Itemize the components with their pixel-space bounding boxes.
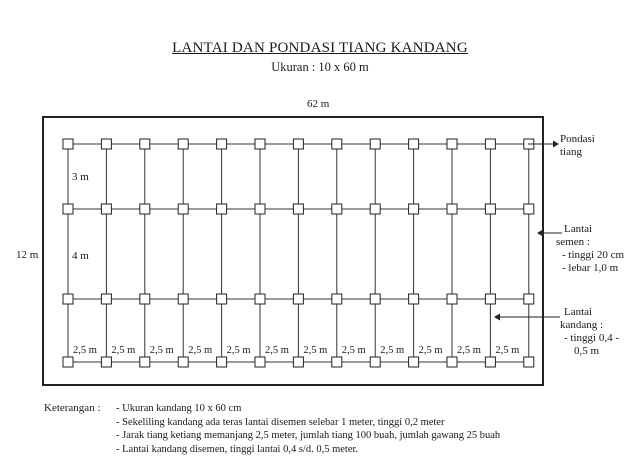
post-foundation-square [178,357,188,367]
notes-label: Keterangan : [44,402,101,414]
note-item: - Jarak tiang ketiang memanjang 2,5 meter, jumlah tiang 100 buah, jumlah gawang 25 buah [116,430,501,441]
overall-width-label: 12 m [16,249,39,261]
post-foundation-square [524,294,534,304]
bay-width-label: 2,5 m [418,345,443,356]
post-foundation-square [63,357,73,367]
row-spacing-mid-label: 4 m [72,250,89,262]
lantai-kandang-arrowhead [494,314,500,321]
post-foundation-square [293,357,303,367]
bay-width-label: 2,5 m [457,345,481,356]
post-foundation-square [332,294,342,304]
post-foundation-square [178,294,188,304]
lantai-kandang-callout-line: kandang : [560,319,604,331]
bay-width-label: 2,5 m [226,345,251,356]
post-foundation-square [485,204,495,214]
post-foundation-square [140,204,150,214]
post-foundation-square [332,357,342,367]
post-foundation-square [255,294,265,304]
post-foundation-square [140,357,150,367]
bay-width-label: 2,5 m [188,345,213,356]
diagram-subtitle: Ukuran : 10 x 60 m [271,60,369,74]
note-item: - Ukuran kandang 10 x 60 cm [116,403,242,414]
note-item: - Lantai kandang disemen, tinggi lantai 0,4 s/d. 0,5 meter. [116,443,359,455]
lantai-kandang-callout-line: 0,5 m [574,345,600,357]
post-foundation-square [217,294,227,304]
post-foundation-square [101,357,111,367]
post-foundation-square [485,294,495,304]
post-foundation-square [178,204,188,214]
post-foundation-square [524,357,534,367]
bay-width-label: 2,5 m [73,345,97,356]
post-foundation-square [293,204,303,214]
post-foundation-square [370,294,380,304]
post-foundation-square [409,294,419,304]
row-spacing-top-label: 3 m [72,171,89,183]
post-foundation-square [293,139,303,149]
overall-length-label: 62 m [307,98,330,110]
lantai-semen-callout-line: Lantai [564,223,593,235]
post-foundation-square [217,204,227,214]
post-foundation-square [255,204,265,214]
post-foundation-square [447,139,457,149]
post-foundation-square [524,204,534,214]
note-item: - Sekeliling kandang ada teras lantai disemen selebar 1 meter, tinggi 0,2 meter [116,416,445,428]
post-foundation-square [63,139,73,149]
post-foundation-square [370,139,380,149]
post-foundation-square [101,204,111,214]
post-foundation-square [485,139,495,149]
pondasi-arrowhead [553,141,559,148]
bay-width-label: 2,5 m [265,345,289,356]
post-foundation-square [447,294,457,304]
lantai-kandang-callout-line: Lantai [564,306,593,318]
post-foundation-square [217,357,227,367]
bay-width-label: 2,5 m [303,345,328,356]
post-foundation-square [409,357,419,367]
pondasi-callout-line: tiang [560,146,582,158]
bay-width-label: 2,5 m [380,345,405,356]
post-foundation-square [140,294,150,304]
post-foundation-square [332,204,342,214]
pondasi-callout-line: Pondasi [560,133,595,145]
post-foundation-square [447,204,457,214]
bay-width-label: 2,5 m [149,345,174,356]
post-foundation-square [370,357,380,367]
post-foundation-square [447,357,457,367]
post-foundation-square [140,139,150,149]
outer-terrace-border [43,117,543,385]
lantai-semen-callout-line: - tinggi 20 cm [562,249,625,261]
bay-width-label: 2,5 m [341,345,366,356]
diagram-title: LANTAI DAN PONDASI TIANG KANDANG [172,40,468,56]
post-foundation-square [409,139,419,149]
post-foundation-square [255,139,265,149]
post-foundation-square [370,204,380,214]
post-foundation-square [409,204,419,214]
post-foundation-square [101,139,111,149]
lantai-semen-callout-line: - lebar 1,0 m [562,262,619,274]
lantai-kandang-callout-line: - tinggi 0,4 - [564,332,619,344]
post-foundation-square [63,204,73,214]
post-foundation-square [485,357,495,367]
post-foundation-square [293,294,303,304]
post-foundation-square [101,294,111,304]
post-foundation-square [255,357,265,367]
bay-width-label: 2,5 m [111,345,136,356]
bay-width-label: 2,5 m [495,345,520,356]
post-foundation-square [178,139,188,149]
post-foundation-square [63,294,73,304]
lantai-semen-callout-line: semen : [556,236,590,248]
post-foundation-square [217,139,227,149]
lantai-semen-arrowhead [537,230,543,237]
post-foundation-square [332,139,342,149]
